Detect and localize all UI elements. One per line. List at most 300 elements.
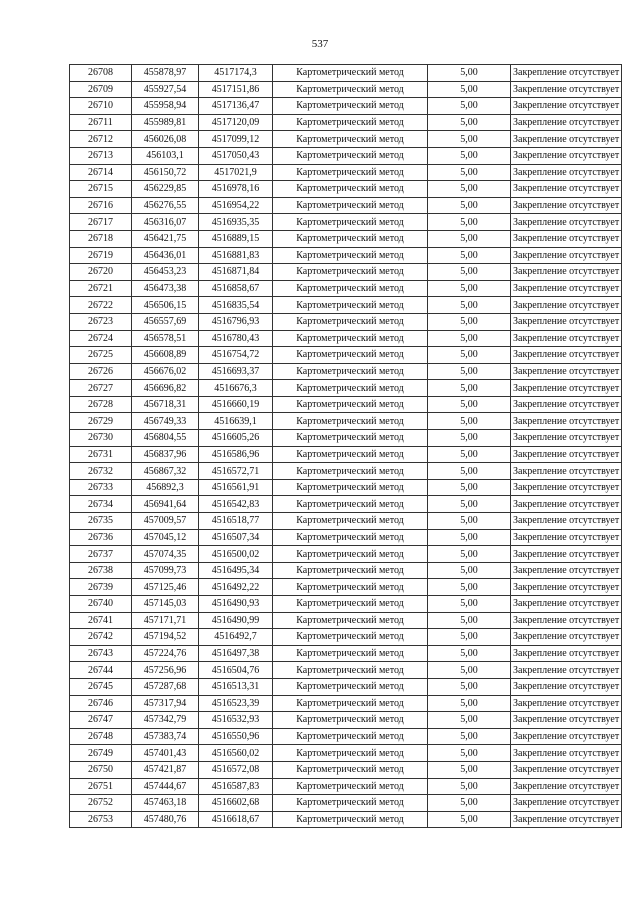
x-coordinate-cell: 456892,3 (132, 479, 199, 496)
x-coordinate-cell: 456506,15 (132, 297, 199, 314)
method-cell: Картометрический метод (273, 695, 428, 712)
accuracy-cell: 5,00 (428, 164, 511, 181)
accuracy-cell: 5,00 (428, 778, 511, 795)
point-number-cell: 26722 (70, 297, 132, 314)
x-coordinate-cell: 457194,52 (132, 629, 199, 646)
fixing-cell: Закрепление отсутствует (511, 81, 622, 98)
point-number-cell: 26745 (70, 678, 132, 695)
y-coordinate-cell: 4516676,3 (199, 380, 273, 397)
accuracy-cell: 5,00 (428, 745, 511, 762)
accuracy-cell: 5,00 (428, 479, 511, 496)
table-row (70, 629, 622, 646)
y-coordinate-cell: 4516978,16 (199, 181, 273, 198)
method-cell: Картометрический метод (273, 778, 428, 795)
method-cell: Картометрический метод (273, 147, 428, 164)
accuracy-cell: 5,00 (428, 562, 511, 579)
fixing-cell: Закрепление отсутствует (511, 579, 622, 596)
table-row (70, 811, 622, 828)
fixing-cell: Закрепление отсутствует (511, 413, 622, 430)
table-row (70, 214, 622, 231)
y-coordinate-cell: 4517136,47 (199, 98, 273, 115)
point-number-cell: 26714 (70, 164, 132, 181)
method-cell: Картометрический метод (273, 347, 428, 364)
fixing-cell: Закрепление отсутствует (511, 131, 622, 148)
x-coordinate-cell: 456557,69 (132, 313, 199, 330)
table-row (70, 297, 622, 314)
y-coordinate-cell: 4516507,34 (199, 529, 273, 546)
y-coordinate-cell: 4516504,76 (199, 662, 273, 679)
method-cell: Картометрический метод (273, 761, 428, 778)
table-row (70, 147, 622, 164)
method-cell: Картометрический метод (273, 430, 428, 447)
y-coordinate-cell: 4516754,72 (199, 347, 273, 364)
accuracy-cell: 5,00 (428, 81, 511, 98)
x-coordinate-cell: 457444,67 (132, 778, 199, 795)
point-number-cell: 26730 (70, 430, 132, 447)
point-number-cell: 26739 (70, 579, 132, 596)
accuracy-cell: 5,00 (428, 313, 511, 330)
point-number-cell: 26713 (70, 147, 132, 164)
y-coordinate-cell: 4516587,83 (199, 778, 273, 795)
method-cell: Картометрический метод (273, 463, 428, 480)
table-row (70, 678, 622, 695)
table-row (70, 645, 622, 662)
method-cell: Картометрический метод (273, 728, 428, 745)
y-coordinate-cell: 4516497,38 (199, 645, 273, 662)
accuracy-cell: 5,00 (428, 280, 511, 297)
point-number-cell: 26719 (70, 247, 132, 264)
table-row (70, 65, 622, 82)
x-coordinate-cell: 457009,57 (132, 513, 199, 530)
y-coordinate-cell: 4516513,31 (199, 678, 273, 695)
y-coordinate-cell: 4516532,93 (199, 712, 273, 729)
fixing-cell: Закрепление отсутствует (511, 114, 622, 131)
fixing-cell: Закрепление отсутствует (511, 446, 622, 463)
fixing-cell: Закрепление отсутствует (511, 795, 622, 812)
table-row (70, 313, 622, 330)
accuracy-cell: 5,00 (428, 795, 511, 812)
accuracy-cell: 5,00 (428, 114, 511, 131)
x-coordinate-cell: 457045,12 (132, 529, 199, 546)
y-coordinate-cell: 4516660,19 (199, 396, 273, 413)
method-cell: Картометрический метод (273, 612, 428, 629)
method-cell: Картометрический метод (273, 496, 428, 513)
accuracy-cell: 5,00 (428, 98, 511, 115)
y-coordinate-cell: 4516586,96 (199, 446, 273, 463)
accuracy-cell: 5,00 (428, 612, 511, 629)
y-coordinate-cell: 4516881,83 (199, 247, 273, 264)
accuracy-cell: 5,00 (428, 662, 511, 679)
x-coordinate-cell: 456026,08 (132, 131, 199, 148)
table-row (70, 728, 622, 745)
fixing-cell: Закрепление отсутствует (511, 313, 622, 330)
y-coordinate-cell: 4517174,3 (199, 65, 273, 82)
x-coordinate-cell: 456276,55 (132, 197, 199, 214)
fixing-cell: Закрепление отсутствует (511, 529, 622, 546)
y-coordinate-cell: 4517050,43 (199, 147, 273, 164)
x-coordinate-cell: 456608,89 (132, 347, 199, 364)
x-coordinate-cell: 457401,43 (132, 745, 199, 762)
table-row (70, 662, 622, 679)
point-number-cell: 26721 (70, 280, 132, 297)
method-cell: Картометрический метод (273, 712, 428, 729)
table-row (70, 446, 622, 463)
x-coordinate-cell: 456150,72 (132, 164, 199, 181)
point-number-cell: 26742 (70, 629, 132, 646)
table-row (70, 230, 622, 247)
accuracy-cell: 5,00 (428, 496, 511, 513)
x-coordinate-cell: 457074,35 (132, 546, 199, 563)
table-row (70, 264, 622, 281)
method-cell: Картометрический метод (273, 313, 428, 330)
accuracy-cell: 5,00 (428, 446, 511, 463)
accuracy-cell: 5,00 (428, 430, 511, 447)
table-row (70, 98, 622, 115)
accuracy-cell: 5,00 (428, 230, 511, 247)
accuracy-cell: 5,00 (428, 579, 511, 596)
fixing-cell: Закрепление отсутствует (511, 181, 622, 198)
x-coordinate-cell: 456473,38 (132, 280, 199, 297)
point-number-cell: 26731 (70, 446, 132, 463)
method-cell: Картометрический метод (273, 546, 428, 563)
x-coordinate-cell: 456676,02 (132, 363, 199, 380)
point-number-cell: 26717 (70, 214, 132, 231)
y-coordinate-cell: 4516935,35 (199, 214, 273, 231)
method-cell: Картометрический метод (273, 230, 428, 247)
method-cell: Картометрический метод (273, 81, 428, 98)
table-row (70, 596, 622, 613)
fixing-cell: Закрепление отсутствует (511, 164, 622, 181)
accuracy-cell: 5,00 (428, 629, 511, 646)
fixing-cell: Закрепление отсутствует (511, 761, 622, 778)
table-row (70, 81, 622, 98)
table-row (70, 529, 622, 546)
x-coordinate-cell: 457099,73 (132, 562, 199, 579)
point-number-cell: 26741 (70, 612, 132, 629)
point-number-cell: 26718 (70, 230, 132, 247)
y-coordinate-cell: 4516561,91 (199, 479, 273, 496)
method-cell: Картометрический метод (273, 363, 428, 380)
y-coordinate-cell: 4516490,99 (199, 612, 273, 629)
table-row (70, 546, 622, 563)
table-row (70, 562, 622, 579)
accuracy-cell: 5,00 (428, 363, 511, 380)
point-number-cell: 26743 (70, 645, 132, 662)
fixing-cell: Закрепление отсутствует (511, 496, 622, 513)
fixing-cell: Закрепление отсутствует (511, 347, 622, 364)
accuracy-cell: 5,00 (428, 645, 511, 662)
method-cell: Картометрический метод (273, 65, 428, 82)
point-number-cell: 26708 (70, 65, 132, 82)
method-cell: Картометрический метод (273, 745, 428, 762)
accuracy-cell: 5,00 (428, 247, 511, 264)
x-coordinate-cell: 457383,74 (132, 728, 199, 745)
method-cell: Картометрический метод (273, 396, 428, 413)
accuracy-cell: 5,00 (428, 678, 511, 695)
table-row (70, 761, 622, 778)
y-coordinate-cell: 4516523,39 (199, 695, 273, 712)
method-cell: Картометрический метод (273, 197, 428, 214)
table-row (70, 131, 622, 148)
accuracy-cell: 5,00 (428, 147, 511, 164)
point-number-cell: 26733 (70, 479, 132, 496)
y-coordinate-cell: 4516572,71 (199, 463, 273, 480)
fixing-cell: Закрепление отсутствует (511, 396, 622, 413)
x-coordinate-cell: 456453,23 (132, 264, 199, 281)
y-coordinate-cell: 4516542,83 (199, 496, 273, 513)
fixing-cell: Закрепление отсутствует (511, 629, 622, 646)
y-coordinate-cell: 4516500,02 (199, 546, 273, 563)
fixing-cell: Закрепление отсутствует (511, 65, 622, 82)
y-coordinate-cell: 4516889,15 (199, 230, 273, 247)
point-number-cell: 26724 (70, 330, 132, 347)
fixing-cell: Закрепление отсутствует (511, 363, 622, 380)
fixing-cell: Закрепление отсутствует (511, 678, 622, 695)
method-cell: Картометрический метод (273, 181, 428, 198)
method-cell: Картометрический метод (273, 164, 428, 181)
point-number-cell: 26729 (70, 413, 132, 430)
accuracy-cell: 5,00 (428, 513, 511, 530)
method-cell: Картометрический метод (273, 214, 428, 231)
method-cell: Картометрический метод (273, 811, 428, 828)
accuracy-cell: 5,00 (428, 131, 511, 148)
table-row (70, 197, 622, 214)
method-cell: Картометрический метод (273, 413, 428, 430)
accuracy-cell: 5,00 (428, 330, 511, 347)
table-row (70, 712, 622, 729)
point-number-cell: 26732 (70, 463, 132, 480)
accuracy-cell: 5,00 (428, 380, 511, 397)
y-coordinate-cell: 4516835,54 (199, 297, 273, 314)
fixing-cell: Закрепление отсутствует (511, 297, 622, 314)
accuracy-cell: 5,00 (428, 396, 511, 413)
point-number-cell: 26734 (70, 496, 132, 513)
y-coordinate-cell: 4516518,77 (199, 513, 273, 530)
table-row (70, 612, 622, 629)
x-coordinate-cell: 456867,32 (132, 463, 199, 480)
fixing-cell: Закрепление отсутствует (511, 728, 622, 745)
fixing-cell: Закрепление отсутствует (511, 380, 622, 397)
point-number-cell: 26752 (70, 795, 132, 812)
point-number-cell: 26728 (70, 396, 132, 413)
point-number-cell: 26748 (70, 728, 132, 745)
fixing-cell: Закрепление отсутствует (511, 264, 622, 281)
method-cell: Картометрический метод (273, 247, 428, 264)
y-coordinate-cell: 4517120,09 (199, 114, 273, 131)
point-number-cell: 26710 (70, 98, 132, 115)
table-row (70, 778, 622, 795)
method-cell: Картометрический метод (273, 114, 428, 131)
table-row (70, 347, 622, 364)
method-cell: Картометрический метод (273, 795, 428, 812)
fixing-cell: Закрепление отсутствует (511, 479, 622, 496)
table-row (70, 396, 622, 413)
point-number-cell: 26738 (70, 562, 132, 579)
accuracy-cell: 5,00 (428, 596, 511, 613)
fixing-cell: Закрепление отсутствует (511, 214, 622, 231)
point-number-cell: 26716 (70, 197, 132, 214)
method-cell: Картометрический метод (273, 562, 428, 579)
point-number-cell: 26735 (70, 513, 132, 530)
x-coordinate-cell: 457463,18 (132, 795, 199, 812)
fixing-cell: Закрепление отсутствует (511, 247, 622, 264)
fixing-cell: Закрепление отсутствует (511, 662, 622, 679)
x-coordinate-cell: 456837,96 (132, 446, 199, 463)
accuracy-cell: 5,00 (428, 214, 511, 231)
accuracy-cell: 5,00 (428, 197, 511, 214)
x-coordinate-cell: 456941,64 (132, 496, 199, 513)
point-number-cell: 26709 (70, 81, 132, 98)
accuracy-cell: 5,00 (428, 264, 511, 281)
y-coordinate-cell: 4516602,68 (199, 795, 273, 812)
y-coordinate-cell: 4516495,34 (199, 562, 273, 579)
accuracy-cell: 5,00 (428, 695, 511, 712)
y-coordinate-cell: 4516492,22 (199, 579, 273, 596)
method-cell: Картометрический метод (273, 280, 428, 297)
y-coordinate-cell: 4516490,93 (199, 596, 273, 613)
x-coordinate-cell: 455958,94 (132, 98, 199, 115)
fixing-cell: Закрепление отсутствует (511, 197, 622, 214)
accuracy-cell: 5,00 (428, 811, 511, 828)
table-row (70, 164, 622, 181)
fixing-cell: Закрепление отсутствует (511, 695, 622, 712)
accuracy-cell: 5,00 (428, 728, 511, 745)
fixing-cell: Закрепление отсутствует (511, 645, 622, 662)
method-cell: Картометрический метод (273, 446, 428, 463)
y-coordinate-cell: 4516796,93 (199, 313, 273, 330)
fixing-cell: Закрепление отсутствует (511, 596, 622, 613)
y-coordinate-cell: 4516560,02 (199, 745, 273, 762)
point-number-cell: 26753 (70, 811, 132, 828)
table-row (70, 745, 622, 762)
x-coordinate-cell: 456578,51 (132, 330, 199, 347)
point-number-cell: 26744 (70, 662, 132, 679)
x-coordinate-cell: 457224,76 (132, 645, 199, 662)
accuracy-cell: 5,00 (428, 463, 511, 480)
y-coordinate-cell: 4516618,67 (199, 811, 273, 828)
x-coordinate-cell: 457125,46 (132, 579, 199, 596)
fixing-cell: Закрепление отсутствует (511, 778, 622, 795)
method-cell: Картометрический метод (273, 380, 428, 397)
table-row (70, 513, 622, 530)
fixing-cell: Закрепление отсутствует (511, 98, 622, 115)
x-coordinate-cell: 457317,94 (132, 695, 199, 712)
x-coordinate-cell: 456421,75 (132, 230, 199, 247)
x-coordinate-cell: 457171,71 (132, 612, 199, 629)
fixing-cell: Закрепление отсутствует (511, 230, 622, 247)
x-coordinate-cell: 456749,33 (132, 413, 199, 430)
table-row (70, 479, 622, 496)
y-coordinate-cell: 4516605,26 (199, 430, 273, 447)
y-coordinate-cell: 4516572,08 (199, 761, 273, 778)
method-cell: Картометрический метод (273, 645, 428, 662)
x-coordinate-cell: 456718,31 (132, 396, 199, 413)
accuracy-cell: 5,00 (428, 181, 511, 198)
table-row (70, 380, 622, 397)
table-row (70, 247, 622, 264)
fixing-cell: Закрепление отсутствует (511, 546, 622, 563)
table-row (70, 181, 622, 198)
y-coordinate-cell: 4517021,9 (199, 164, 273, 181)
method-cell: Картометрический метод (273, 330, 428, 347)
method-cell: Картометрический метод (273, 98, 428, 115)
x-coordinate-cell: 456316,07 (132, 214, 199, 231)
accuracy-cell: 5,00 (428, 761, 511, 778)
point-number-cell: 26726 (70, 363, 132, 380)
method-cell: Картометрический метод (273, 264, 428, 281)
accuracy-cell: 5,00 (428, 546, 511, 563)
method-cell: Картометрический метод (273, 678, 428, 695)
accuracy-cell: 5,00 (428, 347, 511, 364)
point-number-cell: 26746 (70, 695, 132, 712)
x-coordinate-cell: 455878,97 (132, 65, 199, 82)
coordinates-table (69, 64, 622, 828)
x-coordinate-cell: 455989,81 (132, 114, 199, 131)
fixing-cell: Закрепление отсутствует (511, 712, 622, 729)
x-coordinate-cell: 457256,96 (132, 662, 199, 679)
table-row (70, 363, 622, 380)
accuracy-cell: 5,00 (428, 65, 511, 82)
point-number-cell: 26750 (70, 761, 132, 778)
fixing-cell: Закрепление отсутствует (511, 430, 622, 447)
x-coordinate-cell: 457145,03 (132, 596, 199, 613)
table-row (70, 463, 622, 480)
y-coordinate-cell: 4516858,67 (199, 280, 273, 297)
point-number-cell: 26720 (70, 264, 132, 281)
fixing-cell: Закрепление отсутствует (511, 463, 622, 480)
y-coordinate-cell: 4516693,37 (199, 363, 273, 380)
fixing-cell: Закрепление отсутствует (511, 513, 622, 530)
x-coordinate-cell: 456804,55 (132, 430, 199, 447)
table-row (70, 430, 622, 447)
point-number-cell: 26751 (70, 778, 132, 795)
y-coordinate-cell: 4517099,12 (199, 131, 273, 148)
method-cell: Картометрический метод (273, 529, 428, 546)
table-row (70, 695, 622, 712)
method-cell: Картометрический метод (273, 479, 428, 496)
table-row (70, 114, 622, 131)
method-cell: Картометрический метод (273, 131, 428, 148)
y-coordinate-cell: 4516550,96 (199, 728, 273, 745)
point-number-cell: 26712 (70, 131, 132, 148)
fixing-cell: Закрепление отсутствует (511, 330, 622, 347)
table-row (70, 496, 622, 513)
y-coordinate-cell: 4517151,86 (199, 81, 273, 98)
fixing-cell: Закрепление отсутствует (511, 811, 622, 828)
method-cell: Картометрический метод (273, 662, 428, 679)
x-coordinate-cell: 457421,87 (132, 761, 199, 778)
table-row (70, 413, 622, 430)
point-number-cell: 26723 (70, 313, 132, 330)
point-number-cell: 26711 (70, 114, 132, 131)
method-cell: Картометрический метод (273, 579, 428, 596)
y-coordinate-cell: 4516954,22 (199, 197, 273, 214)
point-number-cell: 26749 (70, 745, 132, 762)
table-row (70, 795, 622, 812)
point-number-cell: 26740 (70, 596, 132, 613)
x-coordinate-cell: 457480,76 (132, 811, 199, 828)
method-cell: Картометрический метод (273, 513, 428, 530)
fixing-cell: Закрепление отсутствует (511, 745, 622, 762)
y-coordinate-cell: 4516639,1 (199, 413, 273, 430)
point-number-cell: 26715 (70, 181, 132, 198)
point-number-cell: 26747 (70, 712, 132, 729)
x-coordinate-cell: 456436,01 (132, 247, 199, 264)
x-coordinate-cell: 457287,68 (132, 678, 199, 695)
method-cell: Картометрический метод (273, 596, 428, 613)
point-number-cell: 26727 (70, 380, 132, 397)
y-coordinate-cell: 4516780,43 (199, 330, 273, 347)
